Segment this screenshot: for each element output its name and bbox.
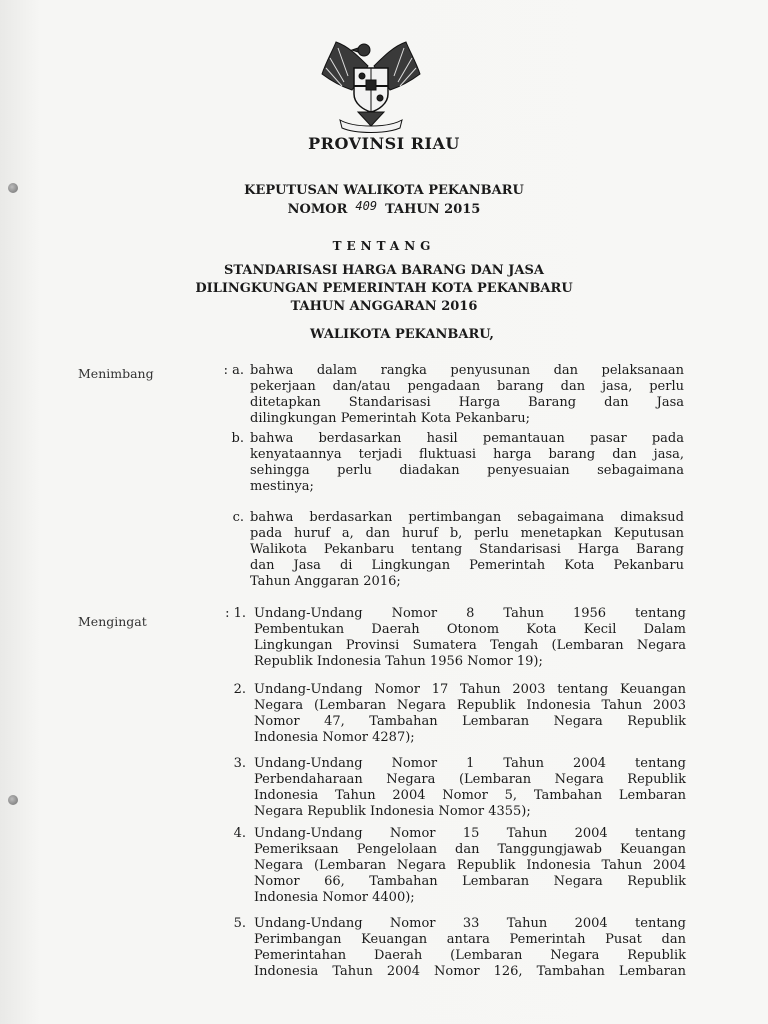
item-line: Pembentukan Daerah Otonom Kota Kecil Dalam xyxy=(254,622,686,637)
tentang-heading: TENTANG xyxy=(332,239,436,253)
item-line: Walikota Pekanbaru tentang Standarisasi Harga Barang xyxy=(250,542,684,557)
item-line: Undang-Undang Nomor 15 Tahun 2004 tentang xyxy=(254,826,686,841)
title-line: DILINGKUNGAN PEMERINTAH KOTA PEKANBARU xyxy=(195,281,573,296)
mengingat-label: Mengingat xyxy=(78,614,147,629)
item-marker: 2. xyxy=(233,682,246,697)
item-line: kenyataannya terjadi fluktuasi harga barang dan jasa, xyxy=(250,447,684,462)
item-line: pada huruf a, dan huruf b, perlu menetapkan Keputusan xyxy=(250,526,684,541)
menimbang-label: Menimbang xyxy=(78,366,154,381)
item-line: Lingkungan Provinsi Sumatera Tengah (Lembaran Negara xyxy=(254,638,686,653)
item-text xyxy=(254,606,686,670)
item-text xyxy=(254,916,686,980)
decree-number xyxy=(0,199,768,217)
item-line: Undang-Undang Nomor 17 Tahun 2003 tentang Keuangan xyxy=(254,682,686,697)
item-marker: 4. xyxy=(233,826,246,841)
decree-heading: KEPUTUSAN WALIKOTA PEKANBARU xyxy=(244,183,524,198)
handwritten-number: 409 xyxy=(355,199,378,213)
item-text xyxy=(250,510,684,590)
title-line: TAHUN ANGGARAN 2016 xyxy=(290,299,478,314)
item-text xyxy=(250,363,684,427)
item-line: Pemeriksaan Pengelolaan dan Tanggungjawab Keuangan xyxy=(254,842,686,857)
item-line: Undang-Undang Nomor 33 Tahun 2004 tentang xyxy=(254,916,686,931)
item-line: Negara (Lembaran Negara Republik Indonesia Tahun 2003 xyxy=(254,698,686,713)
item-line: pekerjaan dan/atau pengadaan barang dan jasa, perlu xyxy=(250,379,684,394)
item-line: Indonesia Nomor 4287); xyxy=(254,730,415,745)
item-line: mestinya; xyxy=(250,479,314,494)
item-line: Republik Indonesia Tahun 1956 Nomor 19); xyxy=(254,654,543,669)
item-marker: 5. xyxy=(233,916,246,931)
item-line: Tahun Anggaran 2016; xyxy=(250,574,401,589)
nomor-year: TAHUN 2015 xyxy=(385,202,481,217)
item-line: Pemerintahan Daerah (Lembaran Negara Republik xyxy=(254,948,686,963)
item-line: Negara Republik Indonesia Nomor 4355); xyxy=(254,804,531,819)
item-line: Indonesia Nomor 4400); xyxy=(254,890,415,905)
item-line: dilingkungan Pemerintah Kota Pekanbaru; xyxy=(250,411,530,426)
item-text xyxy=(254,826,686,906)
item-line: bahwa berdasarkan hasil pemantauan pasar pada xyxy=(250,431,684,446)
item-line: Undang-Undang Nomor 8 Tahun 1956 tentang xyxy=(254,606,686,621)
item-line: bahwa dalam rangka penyusunan dan pelaksanaan xyxy=(250,363,684,378)
item-line: Undang-Undang Nomor 1 Tahun 2004 tentang xyxy=(254,756,686,771)
walikota-heading: WALIKOTA PEKANBARU, xyxy=(310,327,494,342)
item-line: Indonesia Tahun 2004 Nomor 5, Tambahan Lembaran xyxy=(254,788,686,803)
item-marker: 3. xyxy=(233,756,246,771)
garuda-emblem-icon xyxy=(318,36,424,134)
item-line: Indonesia Tahun 2004 Nomor 126, Tambahan Lembaran xyxy=(254,964,686,979)
punch-hole xyxy=(8,795,18,805)
nomor-prefix: NOMOR xyxy=(287,202,348,217)
province-heading: PROVINSI RIAU xyxy=(308,134,460,153)
item-marker: c. xyxy=(232,510,244,525)
title-line: STANDARISASI HARGA BARANG DAN JASA xyxy=(224,263,544,278)
item-line: dan Jasa di Lingkungan Pemerintah Kota Pekanbaru xyxy=(250,558,684,573)
item-line: Nomor 47, Tambahan Lembaran Negara Republik xyxy=(254,714,686,729)
item-line: sehingga perlu diadakan penyesuaian sebagaimana xyxy=(250,463,684,478)
item-marker: : a. xyxy=(223,363,244,378)
item-marker: b. xyxy=(231,431,244,446)
item-line: Perbendaharaan Negara (Lembaran Negara Republik xyxy=(254,772,686,787)
item-line: ditetapkan Standarisasi Harga Barang dan Jasa xyxy=(250,395,684,410)
decree-title xyxy=(0,262,768,316)
item-text xyxy=(254,682,686,746)
item-text xyxy=(250,431,684,495)
item-marker: : 1. xyxy=(225,606,246,621)
item-text xyxy=(254,756,686,820)
item-line: Negara (Lembaran Negara Republik Indonesia Tahun 2004 xyxy=(254,858,686,873)
item-line: Perimbangan Keuangan antara Pemerintah Pusat dan xyxy=(254,932,686,947)
item-line: bahwa berdasarkan pertimbangan sebagaimana dimaksud xyxy=(250,510,684,525)
item-line: Nomor 66, Tambahan Lembaran Negara Republik xyxy=(254,874,686,889)
